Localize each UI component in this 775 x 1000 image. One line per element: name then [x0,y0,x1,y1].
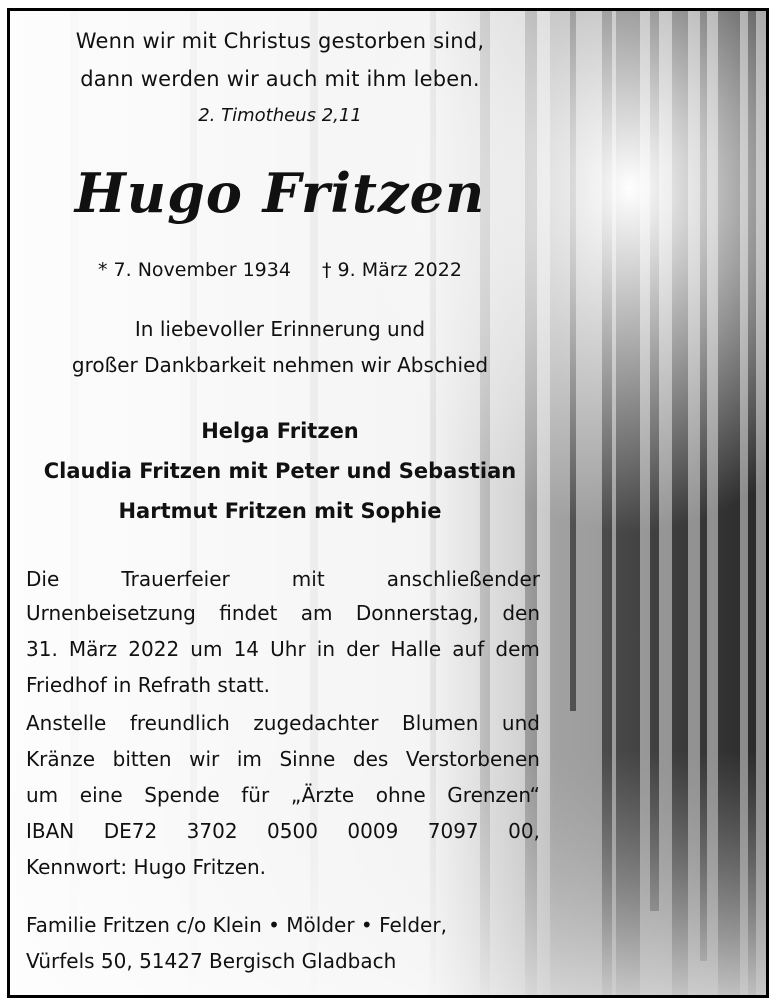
donation-line-2 [26,747,540,771]
donation-iban [26,819,540,843]
death-date: † 9. März 2022 [322,259,462,281]
word: bitten [112,747,172,771]
word: eine [79,783,123,807]
word: den [502,601,540,625]
word: freundlich [129,711,230,735]
word: mit [291,567,325,591]
word: in [316,637,336,661]
word: des [352,747,389,771]
word: Sinne [279,747,336,771]
word: 7097 [427,819,479,843]
bible-verse-reference: 2. Timotheus 2,11 [198,105,362,126]
word: Halle [390,637,442,661]
address-line-2: Vürfels 50, 51427 Bergisch Gladbach [26,949,397,973]
address-line-1: Familie Fritzen c/o Klein • Mölder • Felder, [26,913,447,937]
word: 3702 [186,819,238,843]
word: 2022 [128,637,180,661]
word: am [300,601,333,625]
word: Kränze [26,747,96,771]
ceremony-line-4: Friedhof in Refrath statt. [26,673,270,697]
deceased-name: Hugo Fritzen [74,161,486,225]
word: Anstelle [26,711,107,735]
birth-date: * 7. November 1934 [98,259,291,281]
word: und [501,711,540,735]
ceremony-line-2 [26,601,540,625]
word: Uhr [270,637,306,661]
bible-verse-line-2: dann werden wir auch mit ihm leben. [80,67,480,91]
ceremony-line-1 [26,567,540,591]
word: dem [495,637,540,661]
word: Blumen [401,711,479,735]
donation-line-3 [26,783,540,807]
donation-line-1 [26,711,540,735]
word: März [68,637,118,661]
donation-keyword: Kennwort: Hugo Fritzen. [26,855,267,879]
mourner-name: Claudia Fritzen mit Peter und Sebastian [43,459,517,483]
intro-line-2: großer Dankbarkeit nehmen wir Abschied [71,353,489,377]
word: 0500 [267,819,318,843]
word: Donnerstag, [355,601,479,625]
word: 14 [233,637,260,661]
mourner-name: Helga Fritzen [201,419,359,443]
mourner-name: Hartmut Fritzen mit Sophie [118,499,442,523]
word: für [241,783,270,807]
word: DE72 [103,819,158,843]
word: wir [189,747,220,771]
word: 0009 [347,819,399,843]
word: „Ärzte [290,783,355,807]
word: Spende [144,783,220,807]
word: Grenzen“ [447,783,540,807]
word: Verstorbenen [405,747,540,771]
word: im [236,747,262,771]
word: um [26,783,59,807]
word: 00, [508,819,540,843]
bible-verse-line-1: Wenn wir mit Christus gestorben sind, [75,29,485,53]
word: Trauerfeier [121,567,230,591]
word: auf [452,637,485,661]
word: findet [219,601,278,625]
word: 31. [26,637,58,661]
word: zugedachter [253,711,379,735]
ceremony-line-3 [26,637,540,661]
word: ohne [375,783,426,807]
word: anschließender [386,567,540,591]
word: Die [26,567,60,591]
word: Urnenbeisetzung [26,601,196,625]
word: IBAN [26,819,75,843]
intro-line-1: In liebevoller Erinnerung und [134,317,426,341]
word: um [190,637,223,661]
notice-frame [7,8,769,998]
word: der [346,637,380,661]
